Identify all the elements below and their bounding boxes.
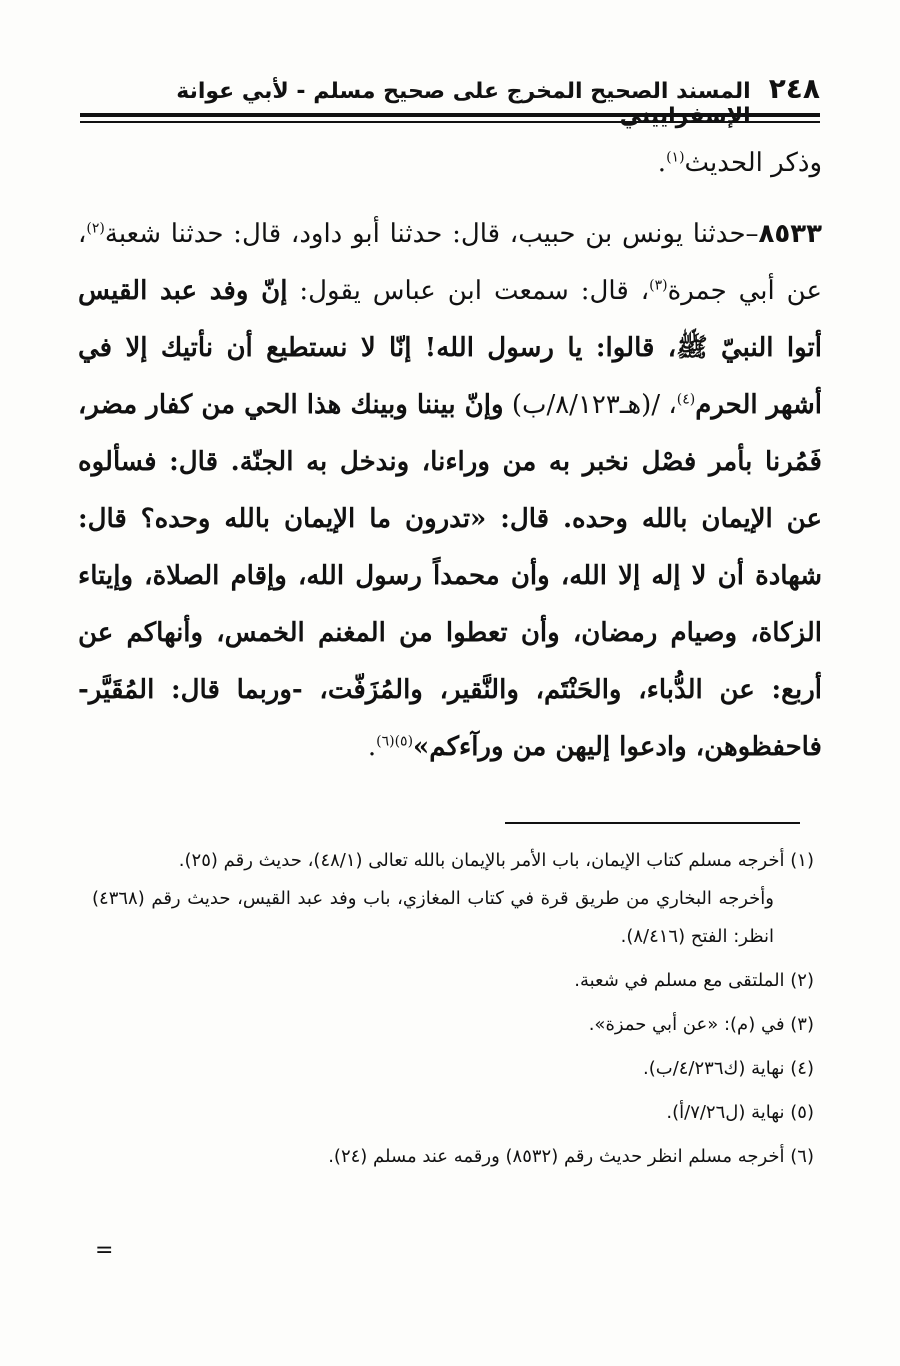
paragraph-hadith xyxy=(78,206,822,776)
isnad-part-1: –حدثنا يونس بن حبيب، قال: حدثنا أبو داود، قال: حدثنا شعبة xyxy=(104,219,759,249)
continuation-mark: = xyxy=(95,1238,114,1263)
isnad-part-2: ، عن أبي جمرة xyxy=(78,219,822,306)
footnote-ref-1: (١) xyxy=(666,149,685,166)
footnote-1: (١) أخرجه مسلم كتاب الإيمان، باب الأمر بالإيمان بالله تعالى (٤٨/١)، حديث رقم (٢٥). xyxy=(178,850,814,871)
hadith-number: ٨٥٣٣ xyxy=(758,219,822,249)
main-text xyxy=(78,135,822,776)
header-rule-thick xyxy=(80,113,820,117)
manuscript-mark: ، /(هـ٨/١٢٣/ب) xyxy=(503,390,677,420)
footnote-ref-3: (٣) xyxy=(649,277,668,294)
footnote-5: (٥) نهاية (ل٧/٢٦/أ). xyxy=(666,1102,814,1123)
intro-text: وذكر الحديث xyxy=(684,148,822,178)
footnote-separator xyxy=(505,822,800,824)
footnote-3: (٣) في (م): «عن أبي حمزة». xyxy=(588,1014,814,1035)
page-header xyxy=(120,72,820,112)
paragraph-intro xyxy=(78,135,822,192)
header-rule-thin xyxy=(80,121,820,123)
footnote-4: (٤) نهاية (ك٤/٢٣٦/ب). xyxy=(643,1058,814,1079)
matn-part-2: وإنّ بيننا وبينك هذا الحي من كفار مضر، فَمُرنا بأمر فصْل نخبر به من وراءنا، وندخل به الجنّة. قال: فسألوه عن الإيمان بالله وحده. قال: «تدرون ما الإيمان بالله وحده؟ قال: شهادة أن لا إله إلا الله، وأن محمداً رسول الله، وإقام الصلاة، وإيتاء الزكاة، وصيام رمضان، وأن تعطوا من المغنم الخمس، وأنهاكم عن أربع: عن الدُّباء، والحَنْتَم، والنَّقير، والمُزَفّت، -وربما قال: المُقَيَّر- فاحفظوهن، وادعوا إليهن من ورآءكم» xyxy=(78,390,822,762)
footnote-2: (٢) الملتقى مع مسلم في شعبة. xyxy=(574,970,814,991)
running-title: المسند الصحيح المخرج على صحيح مسلم - لأبي عوانة xyxy=(176,79,751,104)
matn-part-1: إنّ وفد عبد القيس أتوا النبيّ ﷺ، قالوا: يا رسول الله! إنّا لا نستطيع أن نأتيك إلا في أشهر الحرم xyxy=(78,276,822,420)
page-number: ٢٤٨ xyxy=(768,72,820,105)
footnote-1-continued: وأخرجه البخاري من طريق قرة في كتاب المغازي، باب وفد عبد القيس، حديث رقم (٤٣٦٨) انظر: الفتح (٨/٤١٦). xyxy=(92,888,774,947)
footnote-ref-2: (٢) xyxy=(86,220,105,237)
isnad-part-3: ، قال: سمعت ابن عباس يقول: xyxy=(287,276,650,306)
footnotes xyxy=(92,842,814,1176)
footnote-ref-5-6: (٥)(٦) xyxy=(376,733,414,750)
intro-end: . xyxy=(657,148,667,178)
matn-end: . xyxy=(367,732,377,762)
footnote-ref-4: (٤) xyxy=(676,391,696,408)
footnote-6: (٦) أخرجه مسلم انظر حديث رقم (٨٥٣٢) ورقمه عند مسلم (٢٤). xyxy=(328,1146,814,1167)
